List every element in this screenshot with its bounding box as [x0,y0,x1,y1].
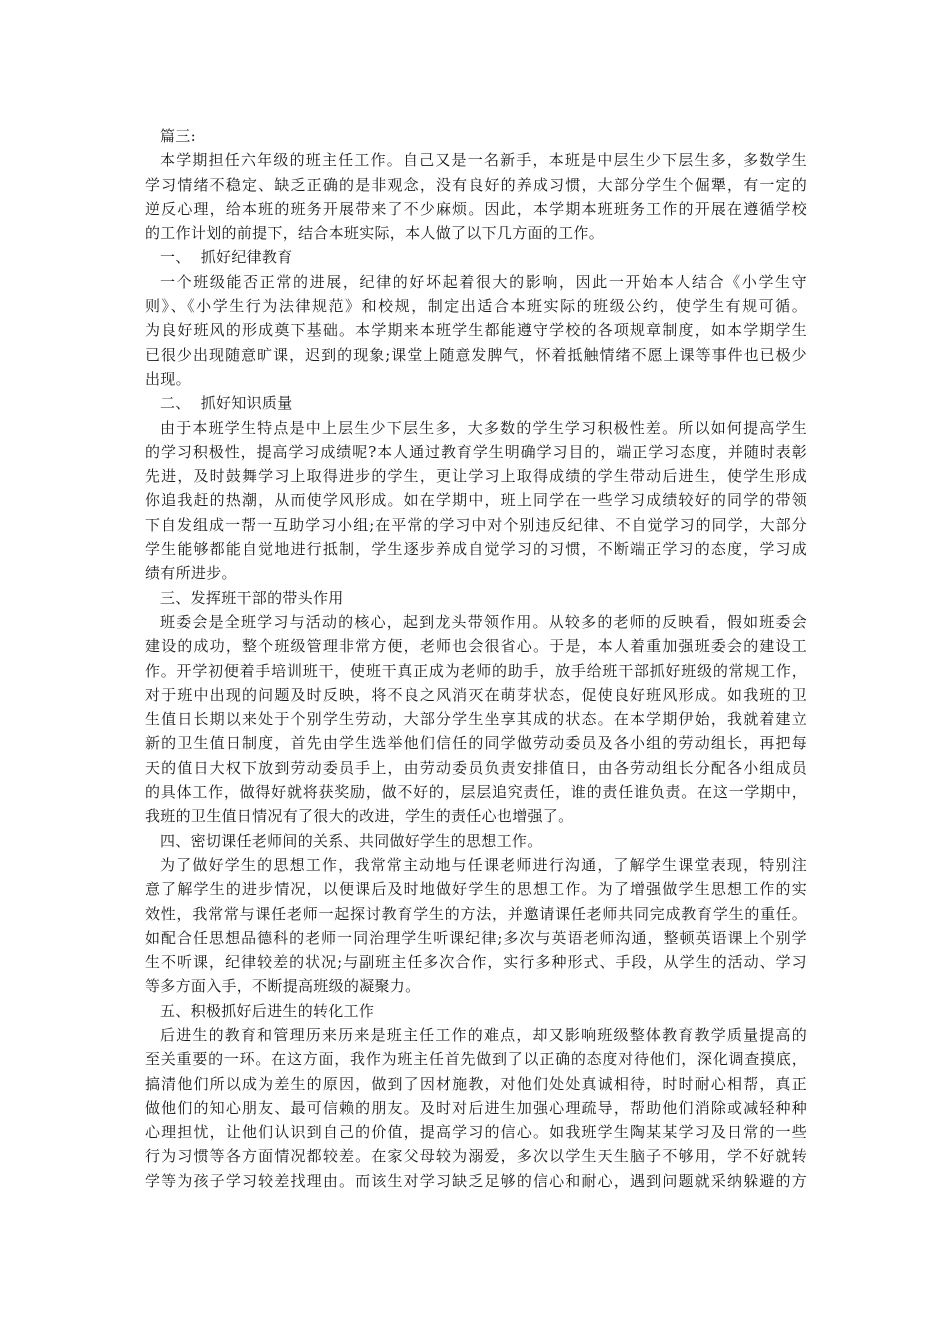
section-line: 已很少出现随意旷课，迟到的现象;课堂上随意发脾气，怀着抵触情绪不愿上课等事件也已极少 [145,345,807,364]
section-heading: 三、发挥班干部的带头作用 [160,588,344,607]
section-line: 后进生的教育和管理历来历来是班主任工作的难点，却又影响班级整体教育教学质量提高的 [160,1025,807,1044]
section-line: 你追我赶的热潮，从而使学风形成。如在学期中，班上同学在一些学习成绩较好的同学的带领 [145,491,807,510]
section-line: 的学习积极性，提高学习成绩呢?本人通过教育学生明确学习目的，端正学习态度，并随时表彰 [145,442,807,461]
section-line: 一个班级能否正常的进展，纪律的好坏起着很大的影响，因此一开始本人结合《小学生守 [160,272,807,291]
section-line: 生值日长期以来处于个别学生劳动，大部分学生坐享其成的状态。在本学期伊始，我就着建立 [145,710,807,729]
section-line: 意了解学生的进步情况，以便课后及时地做好学生的思想工作。为了增强做学生思想工作的实 [145,880,807,899]
section-line: 为良好班风的形成奠下基础。本学期来本班学生都能遵守学校的各项规章制度，如本学期学生 [145,321,807,340]
section-line: 等多方面入手，不断提高班级的凝聚力。 [145,977,421,996]
section-line: 作。开学初便着手培训班干，使班干真正成为老师的助手，放手给班干部抓好班级的常规工作， [145,661,807,680]
section-line: 为了做好学生的思想工作，我常常主动地与任课老师进行沟通，了解学生课堂表现，特别注 [160,855,807,874]
section-line: 的具体工作，做得好就将获奖励，做不好的，层层追究责任，谁的责任谁负责。在这一学期中， [145,783,807,802]
intro-line: 的工作计划的前提下，结合本班实际，本人做了以下几方面的工作。 [145,224,605,243]
section-line: 天的值日大权下放到劳动委员手上，由劳动委员负责安排值日，由各劳动组长分配各小组成员 [145,758,807,777]
section-line: 学生能够都能自觉地进行抵制，学生逐步养成自觉学习的习惯，不断端正学习的态度，学习成 [145,540,807,559]
section-heading: 一、 抓好纪律教育 [160,248,293,267]
section-line: 新的卫生值日制度，首先由学生选举他们信任的同学做劳动委员及各小组的劳动组长，再把每 [145,734,807,753]
section-line: 做他们的知心朋友、最可信赖的朋友。及时对后进生加强心理疏导，帮助他们消除或减轻种种 [145,1098,807,1117]
section-line: 建设的成功，整个班级管理非常方便，老师也会很省心。于是，本人着重加强班委会的建设工 [145,637,807,656]
intro-line: 逆反心理，给本班的班务开展带来了不少麻烦。因此，本学期本班班务工作的开展在遵循学校 [145,199,807,218]
section-heading: 五、积极抓好后进生的转化工作 [160,1001,375,1020]
section-line: 效性，我常常与课任老师一起探讨教育学生的方法，并邀请课任老师共同完成教育学生的重任。 [145,904,807,923]
section-line: 出现。 [145,369,191,388]
section-line: 下自发组成一帮一互助学习小组;在平常的学习中对个别违反纪律、不自觉学习的同学，大部分 [145,515,807,534]
section-line: 先进，及时鼓舞学习上取得进步的学生，更让学习上取得成绩的学生带动后进生，使学生形成 [145,467,807,486]
section-line: 心理担忧，让他们认识到自己的价值，提高学习的信心。如我班学生陶某某学习及日常的一些 [145,1123,807,1142]
section-line: 生不听课，纪律较差的状况;与副班主任多次合作，实行多种形式、手段，从学生的活动、学习 [145,953,807,972]
section-line: 则》、《小学生行为法律规范》和校规，制定出适合本班实际的班级公约，使学生有规可循。 [145,297,807,316]
intro-line: 本学期担任六年级的班主任工作。自己又是一名新手，本班是中层生少下层生多，多数学生 [160,151,807,170]
section-line: 至关重要的一环。在这方面，我作为班主任首先做到了以正确的态度对待他们，深化调查摸底， [145,1050,807,1069]
document-page [145,124,807,1193]
section-line: 行为习惯等各方面情况都较差。在家父母较为溺爱，多次以学生天生脑子不够用，学不好就转 [145,1147,807,1166]
intro-line: 学习情绪不稳定、缺乏正确的是非观念，没有良好的养成习惯，大部分学生个倔犟，有一定的 [145,175,807,194]
section-heading: 四、密切课任老师间的关系、共同做好学生的思想工作。 [160,831,543,850]
section-heading: 二、 抓好知识质量 [160,394,293,413]
section-line: 由于本班学生特点是中上层生少下层生多，大多数的学生学习积极性差。所以如何提高学生 [160,418,807,437]
section-line: 班委会是全班学习与活动的核心，起到龙头带领作用。从较多的老师的反映看，假如班委会 [160,612,807,631]
section-line: 对于班中出现的问题及时反映，将不良之风消灭在萌芽状态，促使良好班风形成。如我班的卫 [145,685,807,704]
section-line: 搞清他们所以成为差生的原因，做到了因材施教，对他们处处真诚相待，时时耐心相帮，真正 [145,1074,807,1093]
section-line: 学等为孩子学习较差找理由。而该生对学习缺乏足够的信心和耐心，遇到问题就采纳躲避的方 [145,1171,807,1190]
section-line: 绩有所进步。 [145,564,237,583]
document-title: 篇三: [160,127,196,145]
section-line: 我班的卫生值日情况有了很大的改进，学生的责任心也增强了。 [145,807,574,826]
section-line: 如配合任思想品德科的老师一同治理学生听课纪律;多次与英语老师沟通，整顿英语课上个别学 [145,928,807,947]
